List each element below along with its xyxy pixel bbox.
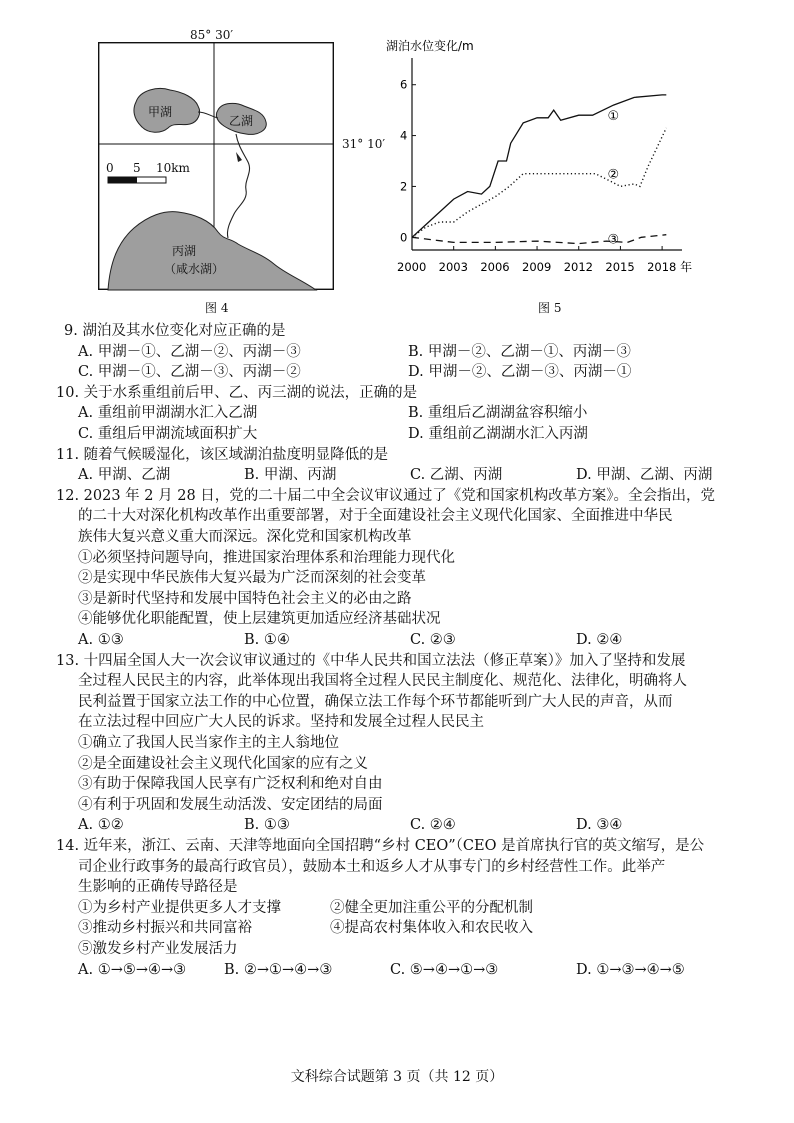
question-14-option-B[interactable]: B. ②→①→④→③ bbox=[224, 961, 333, 978]
river-to-bing bbox=[227, 134, 249, 238]
question-12-line-6: ④能够优化职能配置，使上层建筑更加适应经济基础状况 bbox=[78, 611, 441, 628]
question-13-option-B[interactable]: B. ①③ bbox=[244, 817, 290, 834]
question-14-item-3[interactable]: ④提高农村集体收入和农民收入 bbox=[330, 920, 533, 937]
lake-bing-label: 丙湖 bbox=[172, 244, 197, 258]
question-13-line-5: ②是全面建设社会主义现代化国家的应有之义 bbox=[78, 755, 368, 772]
lat-label: 31° 10′ bbox=[342, 137, 386, 151]
question-10-option-A[interactable]: A. 重组前甲湖湖水汇入乙湖 bbox=[78, 405, 258, 422]
figure-4-caption: 图 4 bbox=[205, 301, 229, 315]
question-9-line-0: 9. 湖泊及其水位变化对应正确的是 bbox=[64, 323, 286, 339]
question-14-item-tail: ⑤激发乡村产业发展活力 bbox=[78, 941, 238, 957]
question-9-option-C[interactable]: C. 甲湖－①、乙湖－③、丙湖－② bbox=[78, 364, 301, 381]
scale-label-5: 5 bbox=[133, 161, 141, 175]
series-3-line bbox=[412, 235, 666, 244]
y-tick-label-1: 2 bbox=[400, 179, 408, 194]
lake-bing-shape bbox=[108, 212, 316, 290]
scale-label-0: 0 bbox=[106, 161, 114, 175]
series-2-line bbox=[412, 128, 666, 237]
x-unit-label: 年 bbox=[680, 260, 693, 274]
question-14-option-D[interactable]: D. ①→③→④→⑤ bbox=[576, 961, 685, 978]
river-arrow bbox=[236, 152, 242, 162]
question-12-option-C[interactable]: C. ②③ bbox=[410, 632, 456, 648]
series-1-line bbox=[412, 95, 666, 237]
x-tick-label-0: 2000 bbox=[397, 260, 427, 274]
question-13-option-D[interactable]: D. ③④ bbox=[576, 817, 623, 834]
question-14-line-1: 司企业行政事务的最高行政官员），鼓励本土和返乡人才从事专门的乡村经营性工作。此举产 bbox=[78, 858, 666, 875]
y-tick-label-0: 0 bbox=[400, 230, 408, 245]
question-13-option-A[interactable]: A. ①② bbox=[78, 817, 124, 834]
question-12-line-1: 的二十大对深化机构改革作出重要部署，对于全面建设社会主义现代化国家、全面推进中华民 bbox=[78, 508, 673, 525]
series-3-label: ③ bbox=[607, 232, 620, 248]
question-12-option-D[interactable]: D. ②④ bbox=[576, 632, 623, 648]
question-9-option-B[interactable]: B. 甲湖－②、乙湖－①、丙湖－③ bbox=[408, 343, 631, 360]
x-tick-label-5: 2015 bbox=[605, 260, 635, 274]
question-14-line-2: 生影响的正确传导路径是 bbox=[78, 879, 238, 896]
question-10-option-D[interactable]: D. 重组前乙湖湖水汇入丙湖 bbox=[408, 426, 588, 442]
x-tick-label-6: 2018 bbox=[647, 260, 677, 274]
question-11-line-0: 11. 随着气候暖湿化，该区域湖泊盐度明显降低的是 bbox=[56, 446, 389, 463]
question-12-line-5: ③是新时代坚持和发展中国特色社会主义的必由之路 bbox=[78, 590, 412, 607]
scale-bar bbox=[108, 177, 166, 183]
series-1-label: ① bbox=[607, 109, 620, 125]
question-13-line-0: 13. 十四届全国人大一次会议审议通过的《中华人民共和国立法法（修正草案）》加入了坚持和发展 bbox=[56, 652, 686, 669]
x-tick-label-4: 2012 bbox=[563, 260, 594, 274]
y-tick-label-2: 4 bbox=[400, 128, 408, 143]
question-14-item-2[interactable]: ③推动乡村振兴和共同富裕 bbox=[78, 920, 252, 937]
question-14-option-C[interactable]: C. ⑤→④→①→③ bbox=[390, 961, 499, 978]
question-12-option-B[interactable]: B. ①④ bbox=[244, 632, 290, 648]
y-tick-label-3: 6 bbox=[400, 77, 408, 92]
x-tick-label-1: 2003 bbox=[438, 260, 468, 274]
question-13-line-7: ④有利于巩固和发展生动活泼、安定团结的局面 bbox=[78, 796, 383, 813]
question-11-option-C[interactable]: C. 乙湖、丙湖 bbox=[410, 467, 503, 484]
lon-label: 85° 30′ bbox=[190, 28, 234, 42]
question-14-item-1[interactable]: ②健全更加注重公平的分配机制 bbox=[330, 899, 533, 916]
question-13-line-4: ①确立了我国人民当家作主的主人翁地位 bbox=[78, 735, 339, 751]
question-12-line-0: 12. 2023 年 2 月 28 日，党的二十届二中全会议审议通过了《党和国家机构改革方案》。全会指出，党 bbox=[56, 487, 716, 504]
question-13-line-2: 民利益置于国家立法工作的中心位置，确保立法工作每个环节都能听到广大人民的声音，从而 bbox=[78, 693, 673, 710]
question-9-option-A[interactable]: A. 甲湖－①、乙湖－②、丙湖－③ bbox=[78, 343, 301, 360]
scale-label-10km: 10km bbox=[156, 161, 190, 175]
question-9-option-D[interactable]: D. 甲湖－②、乙湖－③、丙湖－① bbox=[408, 364, 632, 381]
question-13-line-1: 全过程人民民主的内容，此举体现出我国将全过程人民民主制度化、规范化、法律化，明确将人 bbox=[78, 673, 687, 690]
question-12-line-2: 族伟大复兴意义重大而深远。深化党和国家机构改革 bbox=[78, 529, 412, 545]
figure-5-chart bbox=[380, 39, 693, 292]
question-10-option-C[interactable]: C. 重组后甲湖流域面积扩大 bbox=[78, 426, 258, 442]
x-tick-label-2: 2006 bbox=[480, 260, 510, 274]
figure-5-caption: 图 5 bbox=[538, 301, 562, 315]
lake-bing-note: （咸水湖） bbox=[164, 262, 225, 276]
question-11-option-B[interactable]: B. 甲湖、丙湖 bbox=[244, 467, 337, 484]
x-tick-label-3: 2009 bbox=[522, 260, 552, 274]
question-13-line-6: ③有助于保障我国人民享有广泛权利和绝对自由 bbox=[78, 776, 383, 793]
question-12-line-4: ②是实现中华民族伟大复兴最为广泛而深刻的社会变革 bbox=[78, 570, 426, 587]
question-12-line-3: ①必须坚持问题导向，推进国家治理体系和治理能力现代化 bbox=[78, 549, 455, 566]
question-10-option-B[interactable]: B. 重组后乙湖湖盆容积缩小 bbox=[408, 405, 588, 422]
lake-yi-label: 乙湖 bbox=[229, 114, 254, 128]
connecting-stream bbox=[198, 112, 218, 118]
question-13-option-C[interactable]: C. ②④ bbox=[410, 817, 456, 834]
question-10-line-0: 10. 关于水系重组前后甲、乙、丙三湖的说法，正确的是 bbox=[56, 384, 418, 401]
question-13-line-3: 在立法过程中回应广大人民的诉求。坚持和发展全过程人民民主 bbox=[78, 714, 484, 731]
series-2-label: ② bbox=[607, 167, 620, 183]
question-14-option-A[interactable]: A. ①→⑤→④→③ bbox=[78, 961, 187, 978]
question-11-option-A[interactable]: A. 甲湖、乙湖 bbox=[78, 467, 171, 484]
question-11-option-D[interactable]: D. 甲湖、乙湖、丙湖 bbox=[576, 467, 713, 484]
question-14-line-0: 14. 近年来，浙江、云南、天津等地面向全国招聘“乡村 CEO”（CEO 是首席执行官的英文缩写，是公 bbox=[56, 838, 705, 854]
lake-jia-label: 甲湖 bbox=[148, 105, 173, 119]
y-axis-label: 湖泊水位变化/m bbox=[386, 39, 474, 53]
page-footer: 文科综合试题第 3 页（共 12 页） bbox=[290, 1069, 504, 1085]
question-12-option-A[interactable]: A. ①③ bbox=[78, 632, 124, 648]
question-14-item-0[interactable]: ①为乡村产业提供更多人才支撑 bbox=[78, 899, 281, 916]
